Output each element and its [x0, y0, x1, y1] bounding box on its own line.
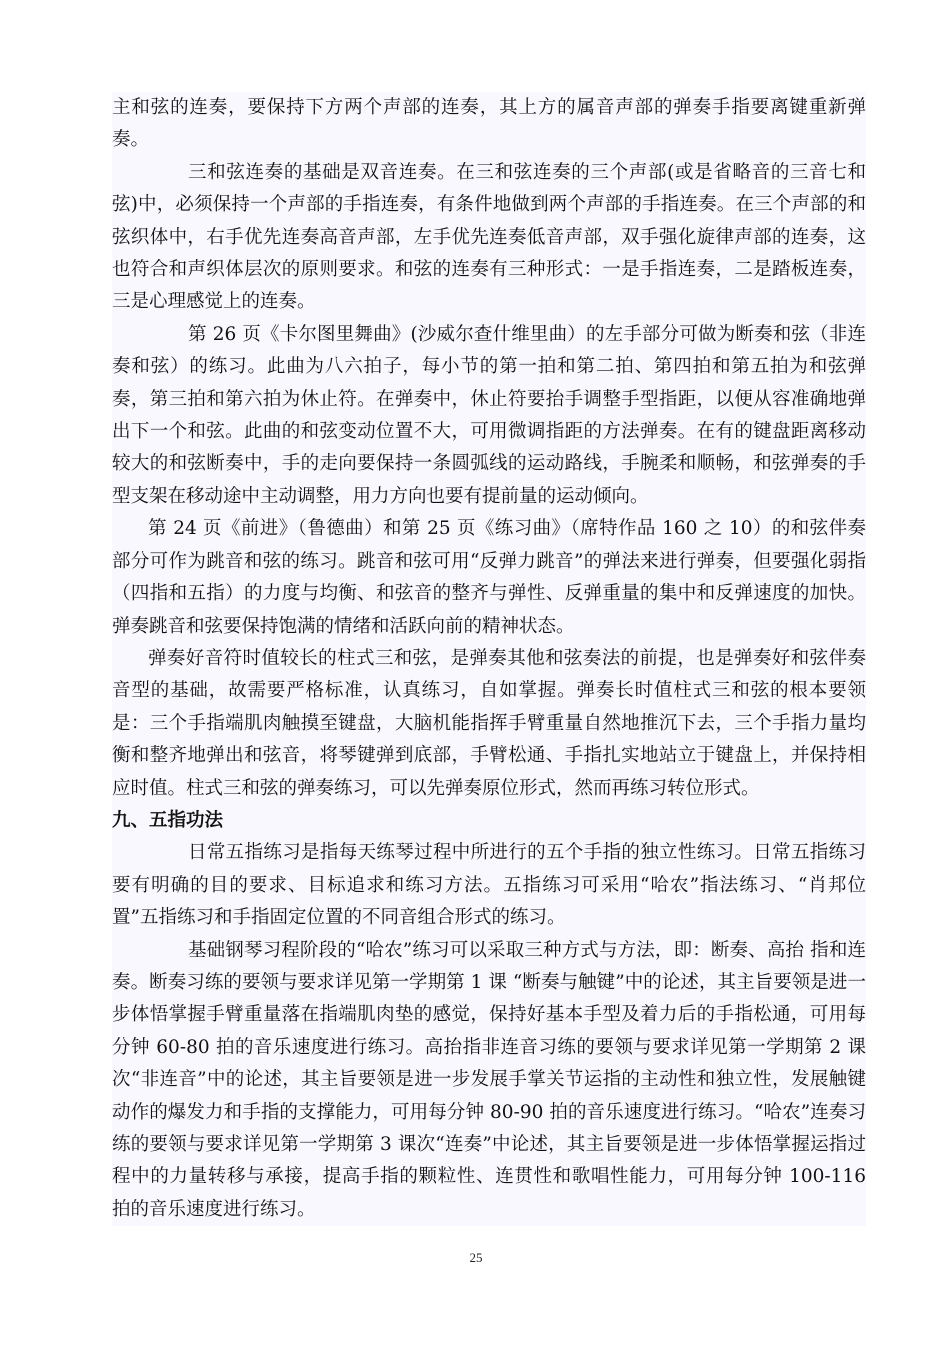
section-heading: 九、五指功法 — [112, 809, 224, 831]
paragraph-staccato-chords: 第 26 页《卡尔图里舞曲》(沙威尔查什维里曲）的左手部分可做为断奏和弦（非连奏和弦）的练习。此曲为八六拍子，每小节的第一拍和第二拍、第四拍和第五拍为和弦弹奏，第三拍和第六拍为休止符。在弹奏中，休止符要抬手调整手型指距，以便从容准确地弹出下一个和弦。此曲的和弦变动位置不大，可用微调指距的方法弹奏。在有的键盘距离移动较大的和弦断奏中，手的走向要保持一条圆弧线的运动路线，手腕柔和顺畅，和弦弹奏的手型支架在移动途中主动调整，用力方向也要有提前量的运动倾向。 — [112, 323, 866, 507]
paragraph-triad-legato: 三和弦连奏的基础是双音连奏。在三和弦连奏的三个声部(或是省略音的三音七和弦)中，必须保持一个声部的手指连奏，有条件地做到两个声部的手指连奏。在三个声部的和弦织体中，右手优先连奏高音声部，左手优先连奏低音声部，双手强化旋律声部的连奏，这也符合和声织体层次的原则要求。和弦的连奏有三种形式：一是手指连奏，二是踏板连奏，三是心理感觉上的连奏。 — [112, 161, 866, 313]
page-body — [112, 92, 866, 1226]
paragraph-chord-legato-end: 主和弦的连奏，要保持下方两个声部的连奏，其上方的属音声部的弹奏手指要离键重新弹奏。 — [112, 97, 866, 151]
page-number: 25 — [469, 1250, 483, 1265]
paragraph-five-finger-intro: 日常五指练习是指每天练琴过程中所进行的五个手指的独立性练习。日常五指练习要有明确的目的要求、目标追求和练习方法。五指练习可采用“哈农”指法练习、“肖邦位置”五指练习和手指固定位置的不同音组合形式的练习。 — [112, 842, 866, 929]
paragraph-hanon-methods: 基础钢琴习程阶段的“哈农”练习可以采取三种方式与方法，即：断奏、高抬 指和连奏。断奏习练的要领与要求详见第一学期第 1 课 “断奏与触键”中的论述，其主旨要领是进一步体悟掌握手臂重量落在指端肌肉垫的感觉，保持好基本手型及着力后的手指松通，可用每分钟 60-80 拍的音乐速度进行练习。高抬指非连音习练的要领与要求详见第一学期第 2 课次“非连音”中的论述，其主旨要领是进一步发展手掌关节运指的主动性和独立性，发展触键动作的爆发力和手指的支撑能力，可用每分钟 80-90 拍的音乐速度进行练习。“哈农”连奏习练的要领与要求详见第一学期第 3 课次“连奏”中论述，其主旨要领是进一步体悟掌握运指过程中的力量转移与承接，提高手指的颗粒性、连贯性和歌唱性能力，可用每分钟 100-116 拍的音乐速度进行练习。 — [112, 939, 866, 1220]
paragraph-block-triads: 弹奏好音符时值较长的柱式三和弦，是弹奏其他和弦奏法的前提，也是弹奏好和弦伴奏音型的基础，故需要严格标准，认真练习，自如掌握。弹奏长时值柱式三和弦的根本要领是：三个手指端肌肉触摸至键盘，大脑机能指挥手臂重量自然地推沉下去，三个手指力量均衡和整齐地弹出和弦音，将琴键弹到底部，手臂松通、手指扎实地站立于键盘上，并保持相应时值。柱式三和弦的弹奏练习，可以先弹奏原位形式，然而再练习转位形式。 — [112, 647, 866, 799]
paragraph-jump-chords: 第 24 页《前进》（鲁德曲）和第 25 页《练习曲》（席特作品 160 之 10）的和弦伴奏部分可作为跳音和弦的练习。跳音和弦可用“反弹力跳音”的弹法来进行弹奏，但要强化弱指（四指和五指）的力度与均衡、和弦音的整齐与弹性、反弹重量的集中和反弹速度的加快。弹奏跳音和弦要保持饱满的情绪和活跃向前的精神状态。 — [112, 518, 866, 637]
